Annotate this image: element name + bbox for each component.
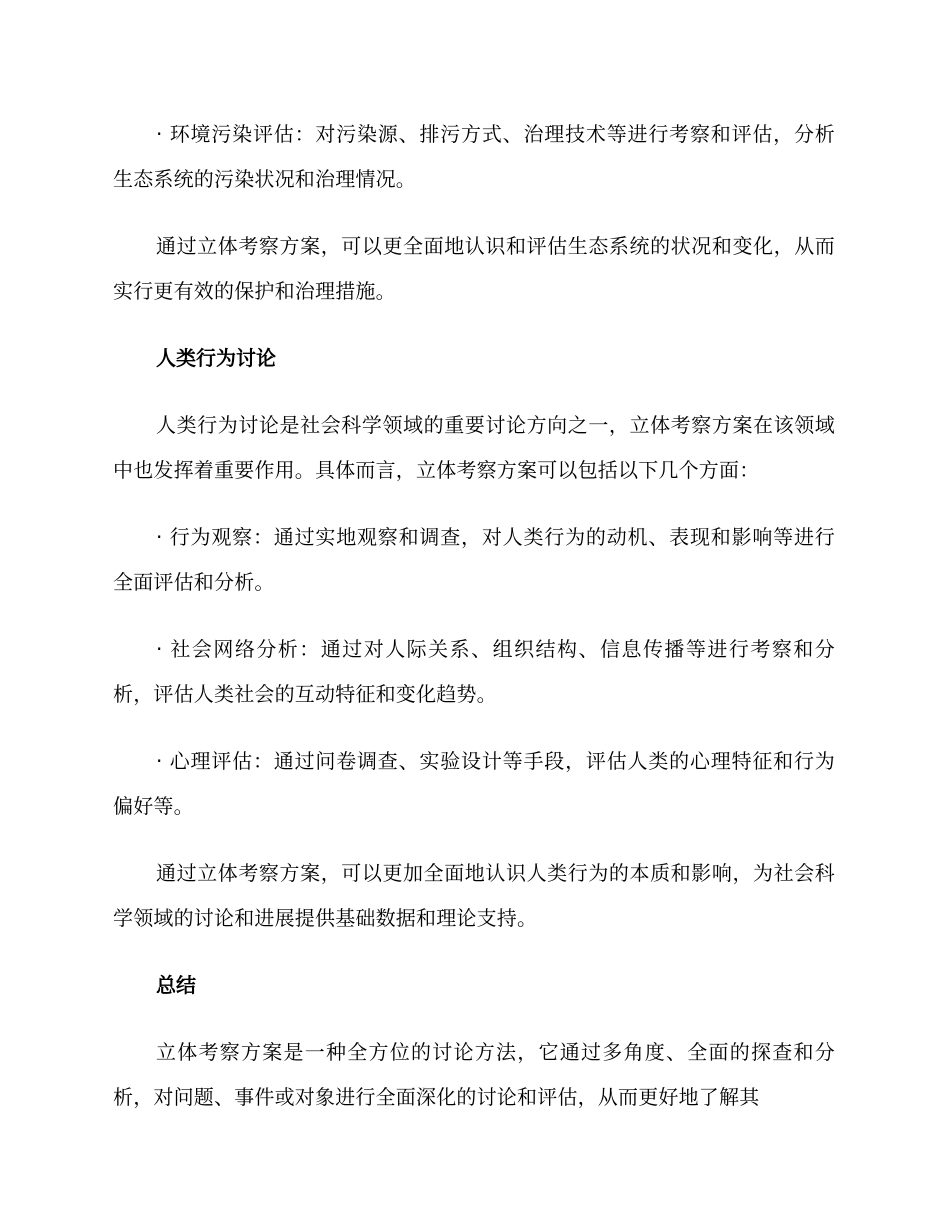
section-heading-summary: 总结	[156, 973, 196, 997]
human-behavior-summary-paragraph: 通过立体考察方案，可以更加全面地认识人类行为的本质和影响，为社会科学领域的讨论和进展提供基础数据和理论支持。	[113, 861, 835, 930]
bullet-psychological-assessment: · 心理评估：通过问卷调查、实验设计等手段，评估人类的心理特征和行为偏好等。	[113, 749, 835, 818]
section-heading-human-behavior: 人类行为讨论	[156, 346, 276, 370]
document-page	[113, 112, 835, 1142]
human-behavior-intro-paragraph: 人类行为讨论是社会科学领域的重要讨论方向之一，立体考察方案在该领域中也发挥着重要作用。具体而言，立体考察方案可以包括以下几个方面：	[113, 413, 835, 482]
bullet-pollution-assessment: · 环境污染评估：对污染源、排污方式、治理技术等进行考察和评估，分析生态系统的污染状况和治理情况。	[113, 122, 835, 191]
ecology-summary-paragraph: 通过立体考察方案，可以更全面地认识和评估生态系统的状况和变化，从而实行更有效的保护和治理措施。	[113, 234, 835, 303]
summary-paragraph: 立体考察方案是一种全方位的讨论方法，它通过多角度、全面的探查和分析，对问题、事件或对象进行全面深化的讨论和评估，从而更好地了解其	[113, 1040, 835, 1109]
bullet-behavior-observation: · 行为观察：通过实地观察和调查，对人类行为的动机、表现和影响等进行全面评估和分析。	[113, 525, 835, 594]
bullet-social-network-analysis: · 社会网络分析：通过对人际关系、组织结构、信息传播等进行考察和分析，评估人类社会的互动特征和变化趋势。	[113, 637, 835, 706]
